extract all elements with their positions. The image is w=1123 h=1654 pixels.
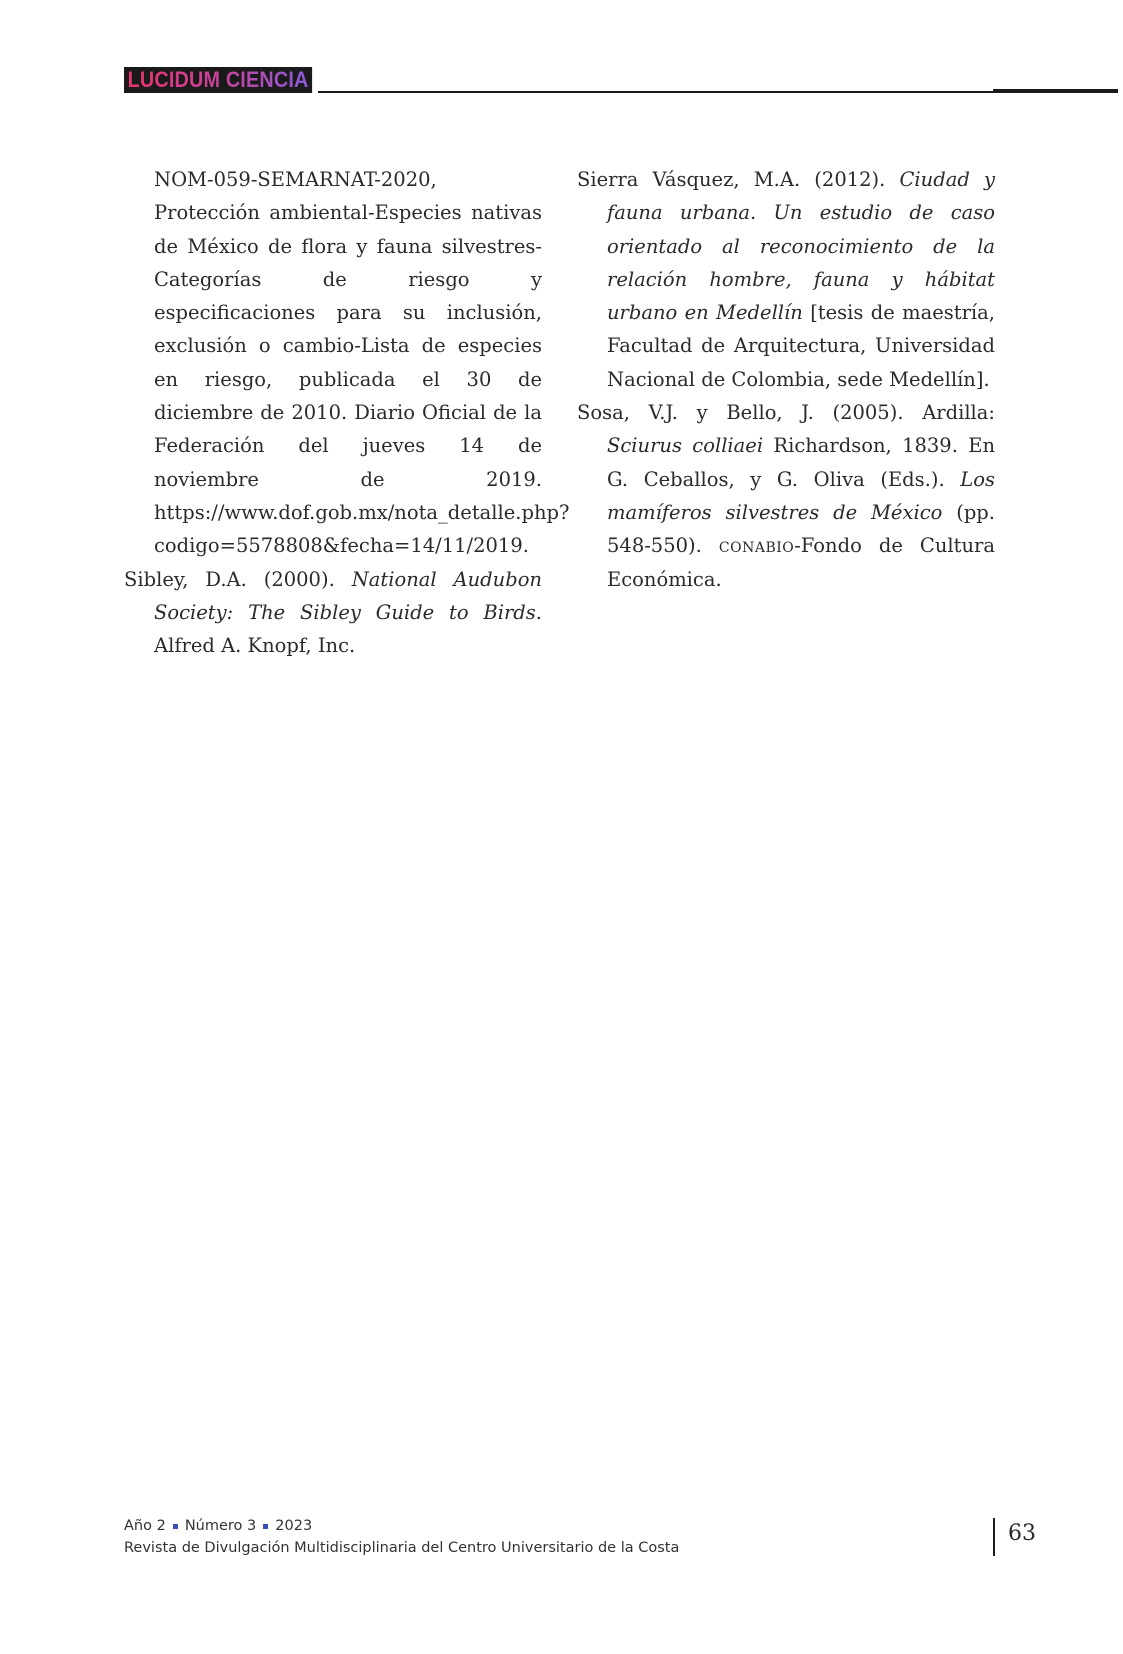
reference-publisher-acronym: conabio (718, 534, 795, 558)
reference-details: Richardson, 1839. En G. Ceballos, y G. Oliva (Eds.). (607, 434, 996, 491)
page-number: 63 (1008, 1521, 1036, 1546)
reference-title: Ciudad y fauna urbana. Un estudio de caso orientado al reconocimiento de la relación hombre, fauna y hábitat urbano en Medellín (607, 168, 995, 325)
issue-info (124, 1515, 679, 1537)
journal-logo (124, 67, 312, 93)
separator-square-icon (263, 1524, 268, 1529)
reference-sibley (124, 563, 542, 663)
reference-author: Sierra Vásquez, M.A. (2012). (577, 168, 900, 191)
reference-details: [tesis de maestría, Facultad de Arquitectura, Universidad Nacional de Colombia, sede Medellín]. (607, 301, 995, 391)
issue-date: 2023 (275, 1518, 313, 1534)
issue-year: Año 2 (124, 1518, 166, 1534)
separator-square-icon (173, 1524, 178, 1529)
reference-species: Sciurus colliaei (607, 434, 764, 458)
reference-author: Sibley, D.A. (2000). (124, 567, 352, 591)
reference-nom-059 (124, 163, 570, 563)
references-left-column (124, 163, 570, 662)
reference-text: NOM-059-SEMARNAT-2020, Protección ambiental-Especies nativas de México de flora y fauna silvestres-Categorías de riesgo y especificaciones para su inclusión, exclusión o cambio-Lista de especies en riesgo, publicada el 30 de diciembre de 2010. Diario Oficial de la Federación del jueves 14 de noviembre de 2019. https://www.dof.gob.mx/nota_detalle.php?codigo=5578808&fecha=14/11/2019. (154, 168, 570, 558)
reference-sosa (577, 396, 995, 596)
page-footer (124, 1515, 679, 1559)
issue-number: Número 3 (184, 1518, 257, 1534)
header-rule-accent (993, 89, 1118, 93)
reference-pages: (pp. 548-550). (607, 500, 995, 558)
journal-name: Revista de Divulgación Multidisciplinaria del Centro Universitario de la Costa (124, 1540, 680, 1556)
reference-publisher: . Alfred A. Knopf, Inc. (154, 600, 542, 658)
references-right-column (577, 163, 995, 596)
reference-sierra (577, 163, 995, 396)
journal-logo-text: LUCIDUM CIENCIA (127, 67, 309, 92)
reference-author: Sosa, V.J. y Bello, J. (2005). Ardilla: (577, 401, 995, 425)
reference-book-title: Los mamíferos silvestres de México (607, 467, 995, 524)
page-number-rule (993, 1518, 995, 1556)
reference-title: National Audubon Society: The Sibley Guide to Birds (154, 567, 542, 624)
reference-publisher: -Fondo de Cultura Económica. (607, 534, 995, 591)
